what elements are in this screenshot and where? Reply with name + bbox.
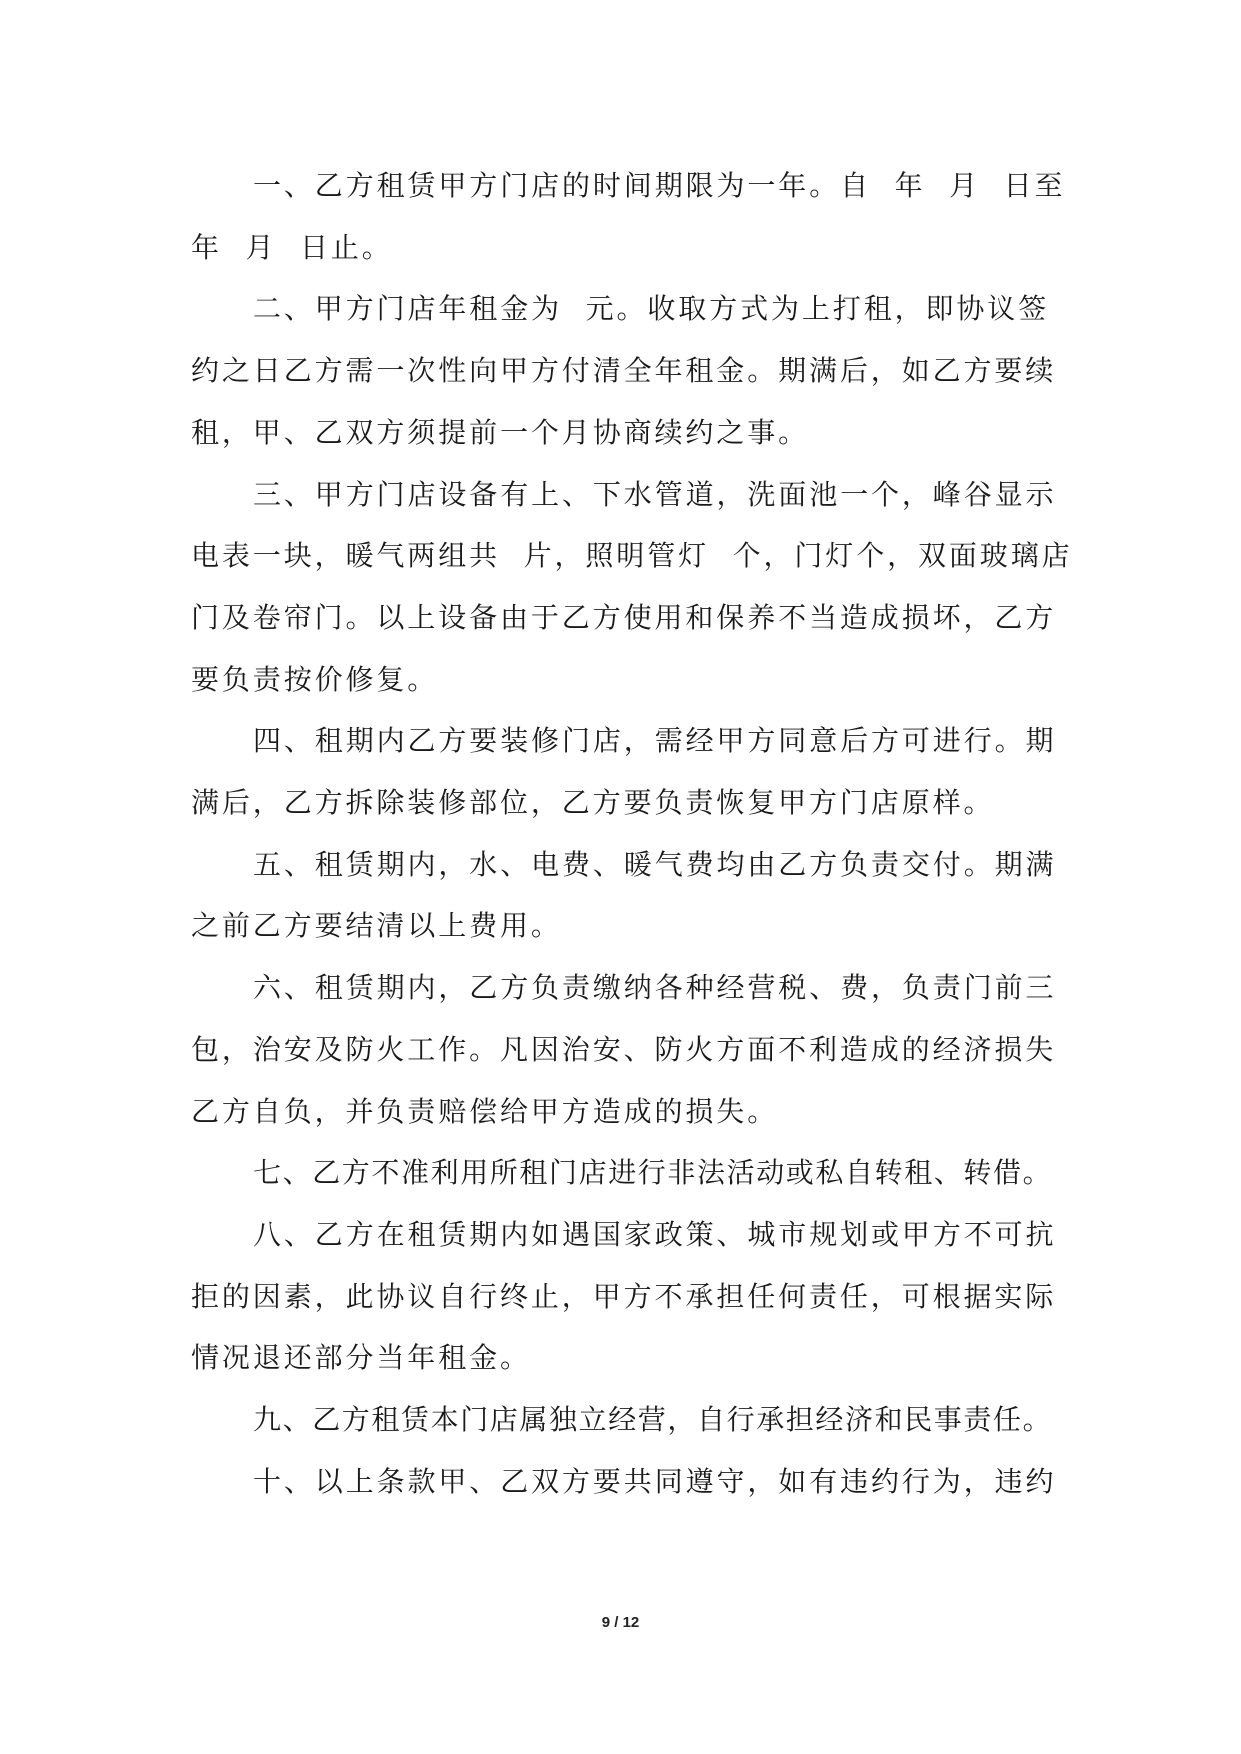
clause-line: 一、乙方租赁甲方门店的时间期限为一年。自 年 月 日至 [253,169,1066,202]
clause-line: 九、乙方租赁本门店属独立经营，自行承担经济和民事责任。 [253,1403,1053,1437]
clause-line: 门及卷帘门。以上设备由于乙方使用和保养不当造成损坏，乙方 [191,600,1057,634]
document-body [191,155,1073,1512]
clause-9 [191,1389,1054,1451]
clause-line: 四、租期内乙方要装修门店，需经甲方同意后方可进行。期 [253,724,1057,758]
clause-line: 电表一块，暖气两组共 片，照明管灯 个，门灯个，双面玻璃店 [191,539,1073,573]
clause-6 [191,957,1057,1142]
clause-line: 之前乙方要结清以上费用。 [191,909,562,943]
clause-line: 要负责按价修复。 [191,662,439,696]
clause-line: 满后，乙方拆除装修部位，乙方要负责恢复甲方门店原样。 [191,786,995,820]
clause-line: 八、乙方在租赁期内如遇国家政策、城市规划或甲方不可抗 [253,1217,1057,1251]
clause-10 [191,1451,1057,1513]
clause-5 [191,834,1057,957]
clause-line: 年 月 日止。 [191,230,393,264]
clause-line: 约之日乙方需一次性向甲方付清全年租金。期满后，如乙方要续 [191,354,1057,388]
clause-line: 租，甲、乙双方须提前一个月协商续约之事。 [191,415,810,449]
clause-line: 三、甲方门店设备有上、下水管道，洗面池一个，峰谷显示 [253,477,1057,511]
page-number: 9 / 12 [601,1614,640,1631]
clause-1 [191,155,1066,278]
clause-line: 乙方自负，并负责赔偿给甲方造成的损失。 [191,1094,779,1128]
clause-2 [191,278,1057,463]
clause-line: 五、租赁期内，水、电费、暖气费均由乙方负责交付。期满 [253,847,1057,881]
clause-line: 七、乙方不准利用所租门店进行非法活动或私自转租、转借。 [253,1156,1053,1190]
clause-line: 十、以上条款甲、乙双方要共同遵守，如有违约行为，违约 [253,1464,1057,1498]
clause-8 [191,1204,1057,1389]
clause-line: 二、甲方门店年租金为 元。收取方式为上打租，即协议签 [253,292,1050,326]
clause-7 [191,1142,1054,1204]
clause-line: 拒的因素，此协议自行终止，甲方不承担任何责任，可根据实际 [191,1279,1057,1313]
clause-line: 包，治安及防火工作。凡因治安、防火方面不利造成的经济损失 [191,1032,1057,1066]
clause-3 [191,464,1073,711]
clause-4 [191,710,1057,833]
clause-line: 六、租赁期内，乙方负责缴纳各种经营税、费，负责门前三 [253,971,1057,1005]
clause-line: 情况退还部分当年租金。 [191,1341,531,1375]
